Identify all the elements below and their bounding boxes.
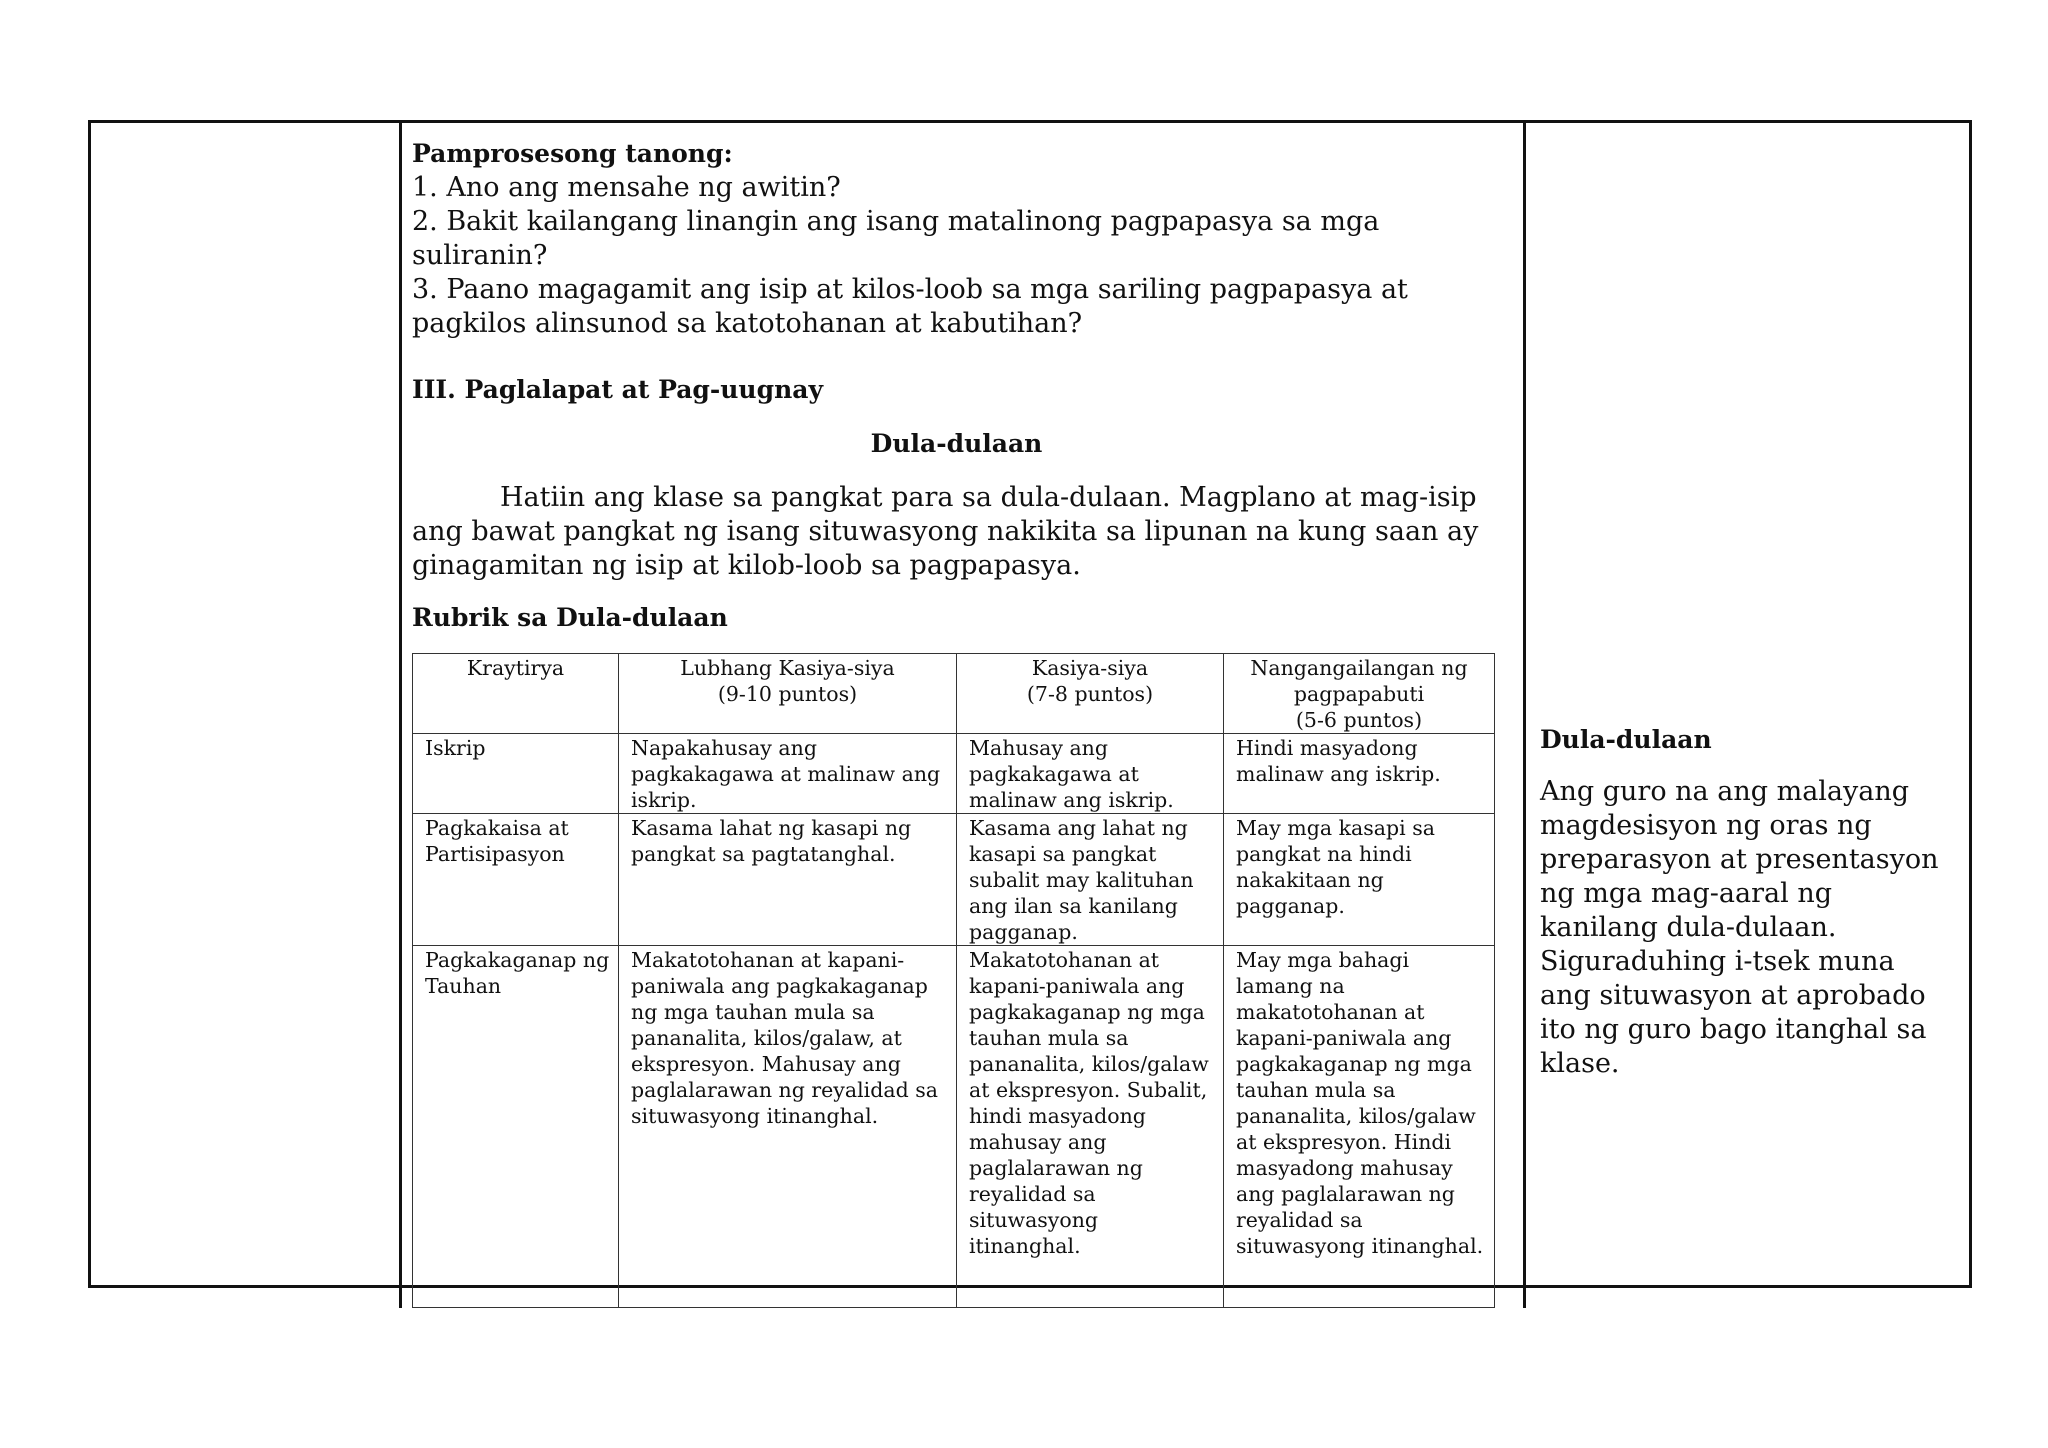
activity-title: Dula-dulaan <box>870 429 1043 458</box>
middle-column <box>402 123 1526 1308</box>
table-row <box>413 814 1495 946</box>
excellent-cell: Kasama lahat ng kasapi ng pangkat sa pagtatanghal. <box>619 814 957 946</box>
rubric-header-good <box>957 654 1224 734</box>
excellent-cell: Makatotohanan at kapani-paniwala ang pagkakaganap ng mga tauhan mula sa pananalita, kilos/galaw, at ekspresyon. Mahusay ang paglalarawan ng reyalidad sa situwasyong itinanghal. <box>619 946 957 1308</box>
processing-questions-heading: Pamprosesong tanong: <box>412 139 733 168</box>
header-points: (7-8 puntos) <box>1026 682 1154 706</box>
question-item: 1. Ano ang mensahe ng awitin? <box>412 172 841 203</box>
question-item: 2. Bakit kailangang linangin ang isang matalinong pagpapasya sa mga suliranin? <box>412 206 1380 271</box>
table-row <box>413 734 1495 814</box>
good-cell: Makatotohanan at kapani-paniwala ang pagkakaganap ng mga tauhan mula sa pananalita, kilos/galaw at ekspresyon. Subalit, hindi masyadong mahusay ang paglalarawan ng reyalidad sa situwasyong itinanghal. <box>957 946 1224 1308</box>
rubric-header-excellent <box>619 654 957 734</box>
rubric-header-row <box>413 654 1495 734</box>
header-label: Lubhang Kasiya-siya <box>680 656 895 680</box>
header-label: Kraytirya <box>466 656 565 680</box>
question-item: 3. Paano magagamit ang isip at kilos-loob sa mga sariling pagpapasya at pagkilos alinsunod sa katotohanan at kabutihan? <box>412 274 1408 339</box>
criterion-cell: Iskrip <box>413 734 619 814</box>
criterion-cell: Pagkakaisa at Partisipasyon <box>413 814 619 946</box>
rubric-header-criteria <box>413 654 619 734</box>
notes-text: Ang guro na ang malayang magdesisyon ng oras ng preparasyon at presentasyon ng mga mag-aaral ng kanilang dula-dulaan. Siguraduhing i-tsek muna ang situwasyon at aprobado ito ng guro bago itanghal sa klase. <box>1540 776 1939 1079</box>
rubric-header-needs-improvement <box>1224 654 1495 734</box>
needs-improvement-cell: May mga bahagi lamang na makatotohanan at kapani-paniwala ang pagkakaganap ng mga tauhan mula sa pananalita, kilos/galaw at ekspresyon. Hindi masyadong mahusay ang paglalarawan ng reyalidad sa situwasyong itinanghal. <box>1224 946 1495 1308</box>
activity-instructions: Hatiin ang klase sa pangkat para sa dula-dulaan. Magplano at mag-isip ang bawat pangkat ng isang situwasyong nakikita sa lipunan na kung saan ay ginagamitan ng isip at kilob-loob sa pagpapasya. <box>412 482 1479 581</box>
section-heading: III. Paglalapat at Pag-uugnay <box>412 375 823 404</box>
header-label: Kasiya-siya <box>1031 656 1149 680</box>
header-label: Nangangailangan ng pagpapabuti <box>1250 656 1468 706</box>
left-column <box>91 123 402 1308</box>
criterion-cell: Pagkakaganap ng Tauhan <box>413 946 619 1308</box>
needs-improvement-cell: May mga kasapi sa pangkat na hindi nakakitaan ng pagganap. <box>1224 814 1495 946</box>
needs-improvement-cell: Hindi masyadong malinaw ang iskrip. <box>1224 734 1495 814</box>
rubric-heading: Rubrik sa Dula-dulaan <box>412 603 728 632</box>
good-cell: Kasama ang lahat ng kasapi sa pangkat subalit may kalituhan ang ilan sa kanilang pagganap. <box>957 814 1224 946</box>
good-cell: Mahusay ang pagkakagawa at malinaw ang iskrip. <box>957 734 1224 814</box>
table-row <box>413 946 1495 1308</box>
lesson-plan-table <box>88 120 1972 1288</box>
header-points: (9-10 puntos) <box>717 682 858 706</box>
right-column <box>1526 123 1969 1308</box>
rubric-table <box>412 653 1495 1308</box>
notes-heading: Dula-dulaan <box>1540 725 1712 754</box>
processing-questions-list <box>412 171 1501 341</box>
excellent-cell: Napakahusay ang pagkakagawa at malinaw ang iskrip. <box>619 734 957 814</box>
header-points: (5-6 puntos) <box>1295 708 1423 732</box>
